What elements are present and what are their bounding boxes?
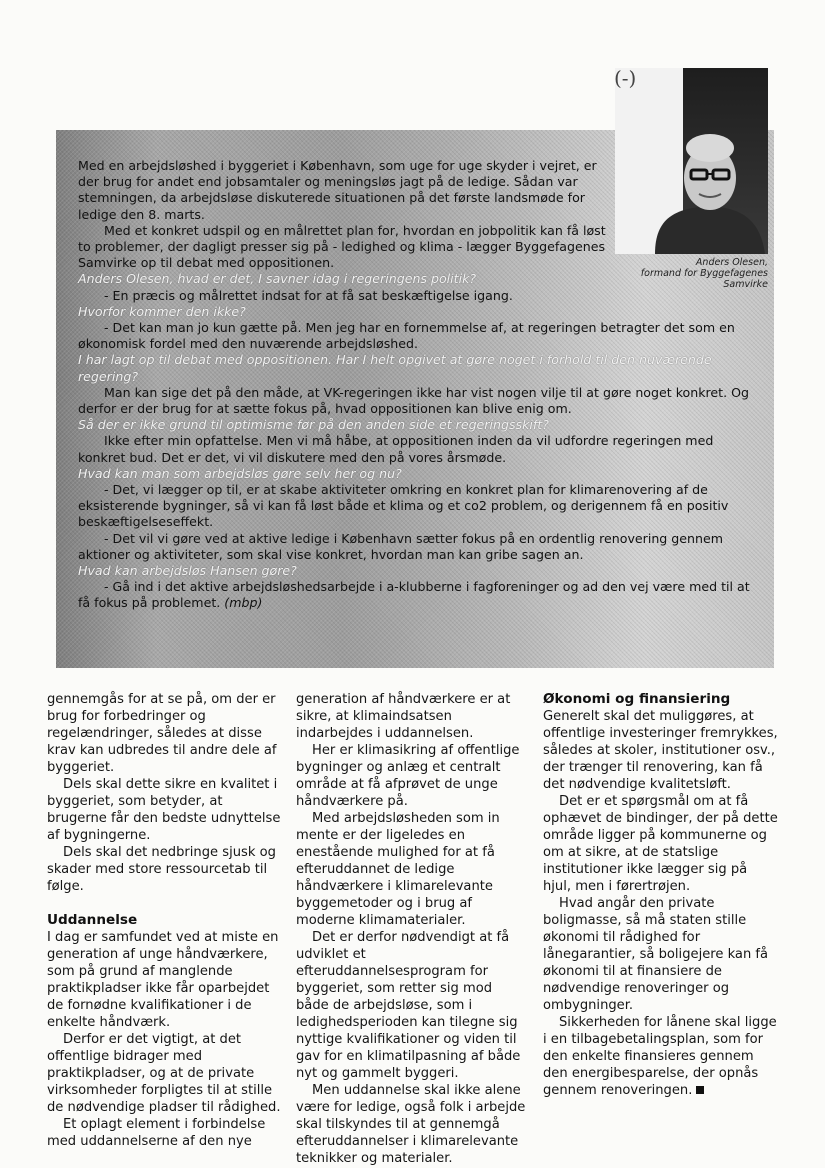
body-paragraph bbox=[543, 708, 779, 793]
end-mark-icon bbox=[696, 1086, 704, 1094]
interview-intro-1: Med en arbejdsløshed i byggeriet i København, som uge for uge skyder i vejret, er der brug for andet end jobsamtaler og meningsløs jagt på de ledige. Sådan var stemningen, da arbejdsløse diskuterede situationen på det første landsmøde for ledige den 8. marts. bbox=[78, 158, 597, 222]
interview-answer: Man kan sige det på den måde, at VK-regeringen ikke har vist nogen vilje til at gøre noget konkret. Og derfor er der brug for at sætte fokus på, hvad oppositionen kan blive enig om. bbox=[78, 384, 750, 417]
paragraph-text: I dag er samfundet ved at miste en generation af unge håndværkere, som på grund af manglende praktikpladser ikke får oparbejdet de fornødne kvalifikationer i de enkelte håndværk. bbox=[47, 930, 279, 1030]
body-paragraph bbox=[47, 929, 283, 1031]
interview-answer bbox=[78, 579, 764, 611]
interview-question: Anders Olesen, hvad er det, I savner idag i regeringens politik? bbox=[78, 271, 477, 287]
body-paragraph bbox=[47, 1031, 283, 1116]
page-number: (-) bbox=[614, 66, 637, 90]
author-signature: (mbp) bbox=[224, 595, 263, 611]
paragraph-text: Det er derfor nødvendigt at få udviklet et efteruddannelsesprogram for byggeriet, som retter sig mod både de arbejdsløse, som i ledighedsperioden kan tilegne sig nyttige kvalifikationer og viden til gav for en klimatilpasning af både nyt og gammelt byggeri. bbox=[296, 930, 521, 1081]
paragraph-text: generation af håndværkere er at sikre, at klimaindsatsen indarbejdes i uddannelsen. bbox=[296, 692, 511, 741]
article-column-1 bbox=[47, 691, 283, 1150]
interview-answer: Ikke efter min opfattelse. Men vi må håbe, at oppositionen inden da vil udfordre regeringen med konkret bud. Det er det, vi vil diskutere med den på vores årsmøde. bbox=[78, 433, 714, 465]
body-paragraph bbox=[543, 895, 779, 1014]
interview-question: Hvad kan arbejdsløs Hansen gøre? bbox=[78, 563, 297, 579]
paragraph-text: Her er klimasikring af offentlige bygninger og anlæg et centralt område at få afprøvet de unge håndværkere på. bbox=[296, 743, 520, 809]
paragraph-text: Derfor er det vigtigt, at det offentlige bidrager med praktikpladser, og at de private virksomheder forpligtes til at stille de nødvendige pladser til rådighed. bbox=[47, 1032, 281, 1115]
interview-answer: - Det vil vi gøre ved at aktive ledige i København sætter fokus på en ordentlig renovering gennem aktioner og aktiviteter, som skal vise konkret, hvordan man kan gribe sagen an. bbox=[78, 530, 724, 562]
body-paragraph bbox=[543, 1014, 779, 1099]
body-paragraph bbox=[296, 1082, 528, 1167]
paragraph-text: Det er et spørgsmål om at få ophævet de bindinger, der på dette område ligger på kommunerne og om at sikre, at de statslige institutioner ikke lægger sig på hjul, men i førertrøjen. bbox=[543, 794, 778, 894]
interview-answer: - Det, vi lægger op til, er at skabe aktiviteter omkring en konkret plan for klimarenovering af de eksisterende bygninger, så vi kan få løst både et klima og et co2 problem, og derigennem få en positiv beskæftigelseseffekt. bbox=[78, 482, 729, 530]
interview-answer: - Det kan man jo kun gætte på. Men jeg har en fornemmelse af, at regeringen betragter det som en økonomisk fordel med den nuværende arbejdsløshed. bbox=[78, 320, 735, 352]
spacer bbox=[47, 895, 283, 912]
body-paragraph bbox=[47, 844, 283, 895]
section-heading: Uddannelse bbox=[47, 912, 138, 928]
caption-name: Anders Olesen, bbox=[695, 257, 768, 268]
interview-intro-2: Med et konkret udspil og en målrettet plan for, hvordan en jobpolitik kan få løst to problemer, der dagligt presser sig på - ledighed og klima - lægger Byggefagenes Samvirke op til debat med oppositionen. bbox=[78, 222, 606, 271]
section-heading: Økonomi og finansiering bbox=[543, 691, 731, 707]
paragraph-text: Dels skal det nedbringe sjusk og skader med store ressourcetab til følge. bbox=[47, 845, 276, 894]
paragraph-text: Men uddannelse skal ikke alene være for ledige, også folk i arbejde skal tilskyndes til at gennemgå efteruddannelser i klimarelevante teknikker og materialer. bbox=[296, 1083, 526, 1166]
interview-question: I har lagt op til debat med oppositionen. Har I helt opgivet at gøre noget i forhold til den nuværende regering? bbox=[78, 352, 712, 384]
answer-text: - Gå ind i det aktive arbejdsløshedsarbejde i a-klubberne i fagforeninger og ad den vej være med til at få fokus på problemet. bbox=[78, 579, 750, 611]
interview-question: Hvorfor kommer den ikke? bbox=[78, 303, 246, 319]
paragraph-text: gennemgås for at se på, om der er brug for forbedringer og regelændringer, således at disse krav kan udbredes til andre dele af byggeriet. bbox=[47, 692, 277, 775]
body-paragraph bbox=[296, 742, 528, 810]
body-paragraph bbox=[296, 929, 528, 1082]
paragraph-text: Sikkerheden for lånene skal ligge i en tilbagebetalingsplan, som for den enkelte finansieres gennem den energibesparelse, der opnås gennem renoveringen. bbox=[543, 1015, 777, 1098]
article-column-3 bbox=[543, 691, 779, 1099]
paragraph-text: Generelt skal det muliggøres, at offentlige investeringer fremrykkes, således at skoler, institutioner osv., der trænger til renovering, kan få det nødvendige kvalitetsløft. bbox=[543, 709, 778, 792]
body-paragraph bbox=[47, 776, 283, 844]
interview-question: Så der er ikke grund til optimisme før på den anden side et regeringsskift? bbox=[78, 417, 549, 433]
paragraph-text: Med arbejdsløsheden som in mente er der ligeledes en enestående mulighed for at få efteruddannet de ledige håndværkere i klimarelevante byggemetoder og i brug af moderne klimamaterialer. bbox=[296, 811, 500, 928]
article-column-2 bbox=[296, 691, 528, 1167]
caption-title: formand for Byggefagenes Samvirke bbox=[640, 268, 768, 290]
paragraph-text: Dels skal dette sikre en kvalitet i byggeriet, som betyder, at brugerne får den bedste udnyttelse af bygningerne. bbox=[47, 777, 281, 843]
paragraph-text: Et oplagt element i forbindelse med uddannelserne af den nye bbox=[47, 1117, 266, 1149]
body-paragraph bbox=[296, 691, 528, 742]
body-paragraph bbox=[47, 1116, 283, 1150]
interview-answer: - En præcis og målrettet indsat for at få sat beskæftigelse igang. bbox=[104, 287, 513, 303]
interview-text bbox=[78, 158, 764, 612]
body-paragraph bbox=[296, 810, 528, 929]
body-paragraph bbox=[543, 793, 779, 895]
body-paragraph bbox=[47, 691, 283, 776]
interview-question: Hvad kan man som arbejdsløs gøre selv her og nu? bbox=[78, 465, 402, 481]
paragraph-text: Hvad angår den private boligmasse, så må staten stille økonomi til rådighed for lånegarantier, så boligejere kan få økonomi til at finansiere de nødvendige renoveringer og ombygninger. bbox=[543, 896, 769, 1013]
